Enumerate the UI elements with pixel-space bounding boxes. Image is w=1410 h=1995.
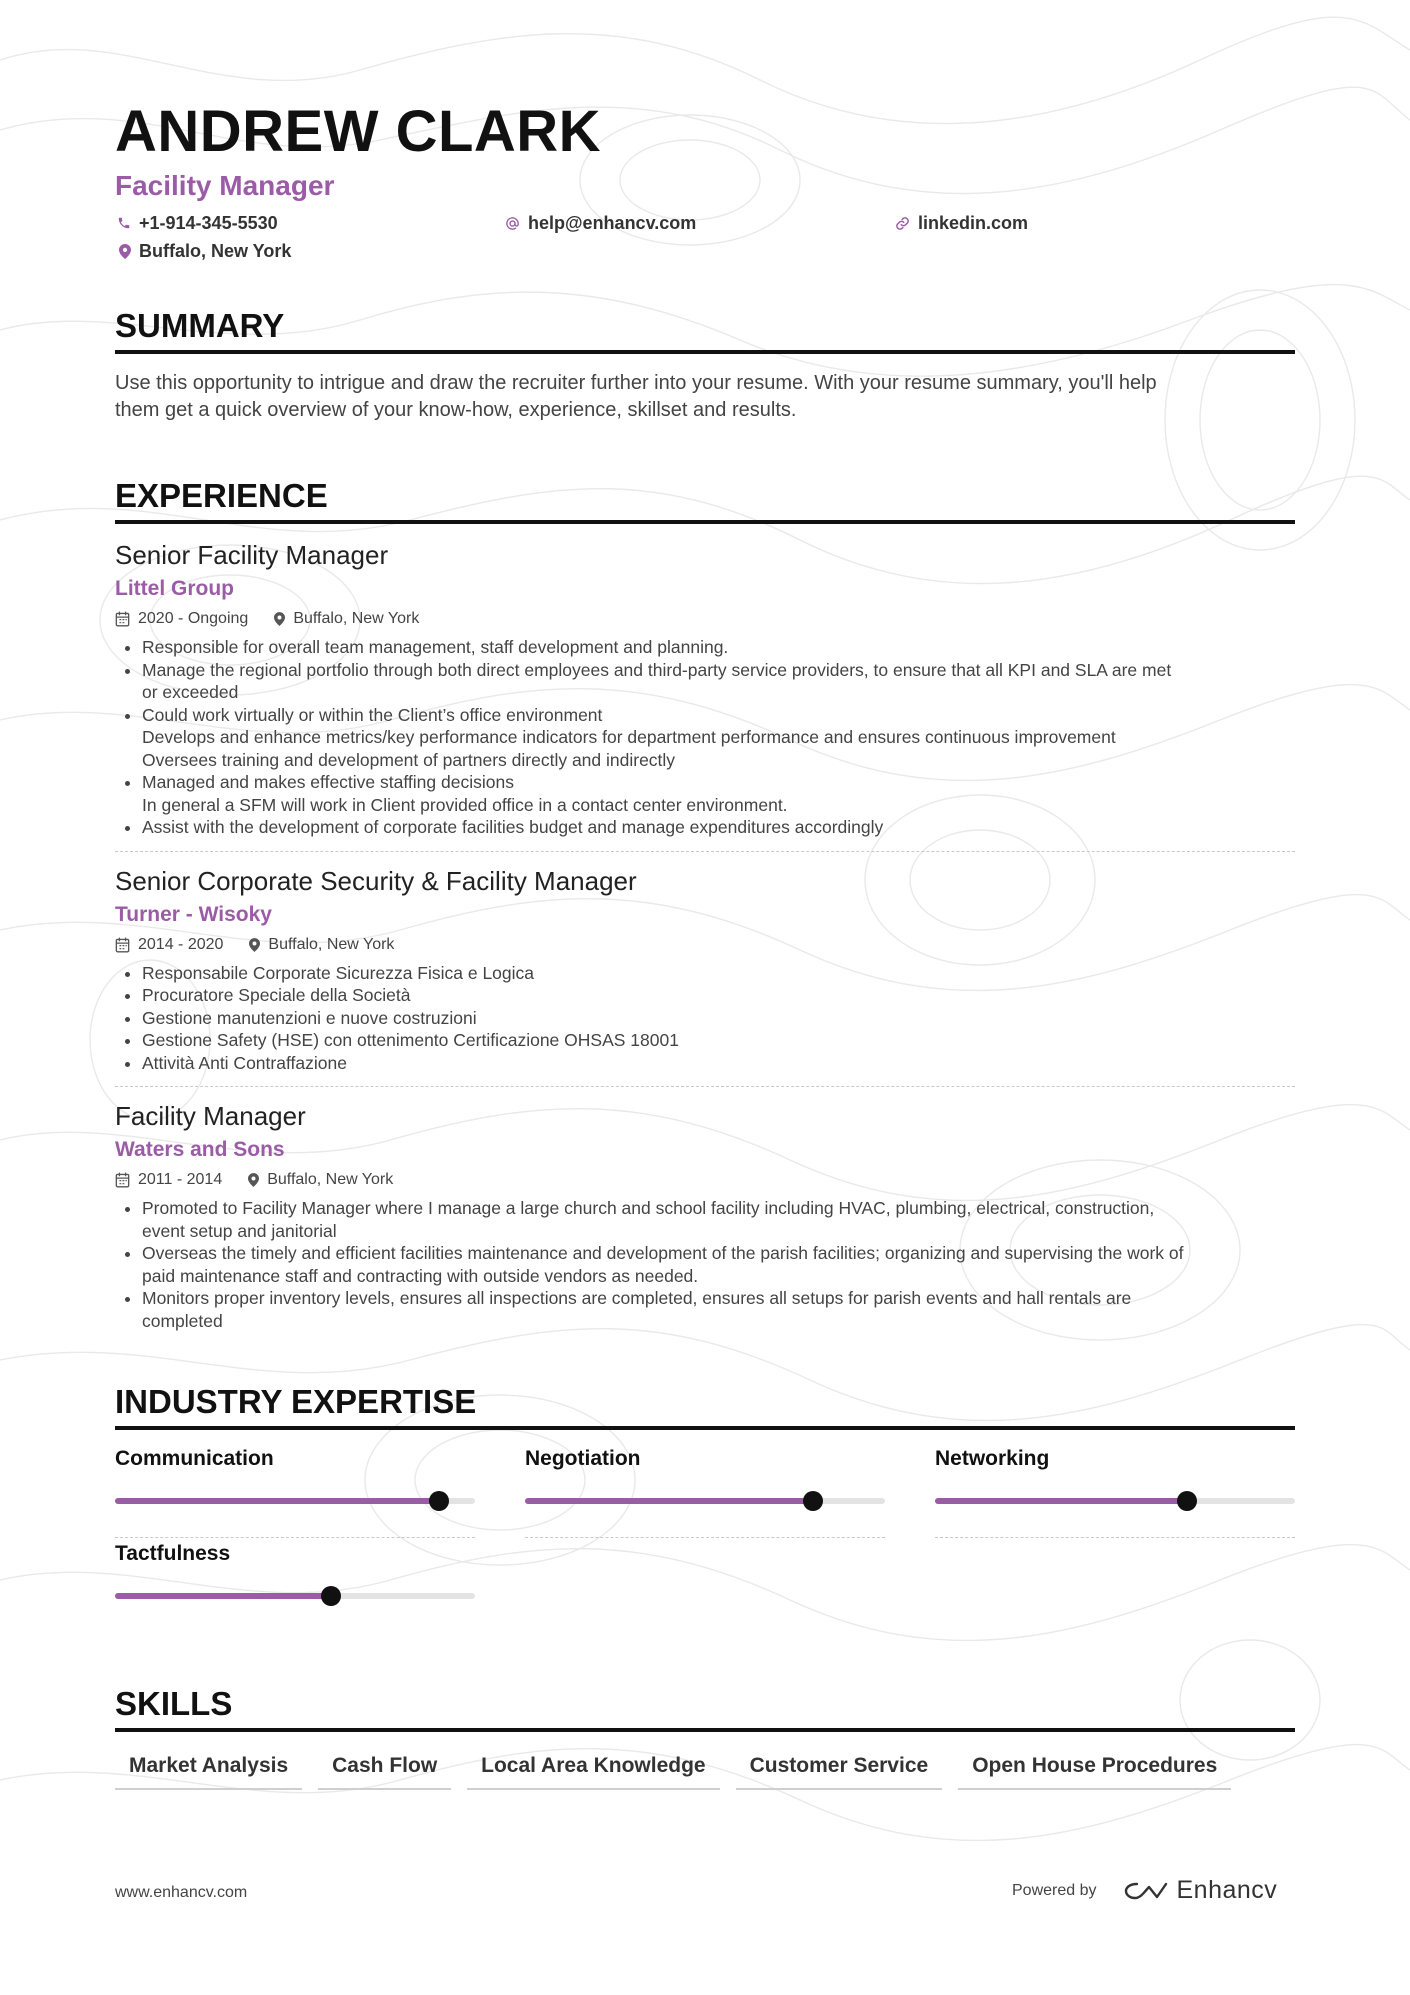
bullet-line: • Overseas the timely and efficient facilities maintenance and development of the parish facilities; organizing and supervising the work of (142, 1243, 1184, 1263)
expertise-fill (115, 1498, 439, 1504)
expertise-knob (429, 1491, 449, 1511)
section-divider (115, 350, 1295, 354)
bullet-line: • Managed and makes effective staffing decisions (142, 772, 514, 792)
calendar-icon (115, 937, 130, 953)
at-icon (505, 216, 520, 231)
bullet-item (142, 984, 1295, 1007)
bullet-item (142, 704, 1295, 772)
enhancv-logo-icon (1123, 1880, 1169, 1902)
contact-info (115, 208, 1295, 266)
bullet-item (142, 1029, 1295, 1052)
calendar-icon (115, 1172, 130, 1188)
skill-tag: Customer Service (736, 1746, 943, 1790)
bullet-line: • Monitors proper inventory levels, ensures all inspections are completed, ensures all setups for parish events and hall rentals are (142, 1288, 1132, 1308)
expertise-item (115, 1539, 475, 1634)
footer-branding (1012, 1876, 1277, 1905)
bullet-item (142, 816, 1295, 839)
summary-text (115, 370, 1295, 424)
job-title: Facility Manager (115, 1101, 306, 1131)
bullet-line: • Attività Anti Contraffazione (142, 1052, 347, 1073)
expertise-fill (935, 1498, 1187, 1504)
skills-heading: SKILLS (115, 1685, 233, 1722)
job-entry (115, 524, 1295, 851)
location-text: Buffalo, New York (139, 240, 292, 261)
job-location (248, 1169, 393, 1191)
job-bullets (115, 636, 1295, 839)
link-icon (895, 216, 910, 231)
bullet-item (142, 636, 1295, 659)
expertise-name: Communication (115, 1447, 274, 1470)
contact-phone[interactable] (117, 210, 278, 236)
bullet-line: • Procuratore Speciale della Società (142, 985, 411, 1005)
job-dates-text: 2011 - 2014 (138, 1171, 223, 1188)
phone-text: +1-914-345-5530 (139, 212, 278, 233)
bullet-item (142, 771, 1295, 816)
job-bullets (115, 1197, 1295, 1332)
job-location-text: Buffalo, New York (267, 1171, 394, 1188)
phone-icon (117, 216, 131, 230)
job-title: Senior Corporate Security & Facility Manager (115, 865, 637, 896)
job-dates (115, 934, 223, 956)
contact-email[interactable] (505, 210, 696, 236)
bullet-line: • Promoted to Facility Manager where I manage a large church and school facility including HVAC, plumbing, electrical, construction, (142, 1198, 1155, 1218)
bullet-item (142, 659, 1295, 704)
job-title: Senior Facility Manager (115, 540, 389, 570)
contact-linkedin[interactable] (895, 210, 1028, 236)
expertise-item (115, 1444, 475, 1539)
job-bullets (115, 962, 1295, 1075)
bullet-line: • Gestione Safety (HSE) con ottenimento Certificazione OHSAS 18001 (142, 1030, 679, 1050)
summary-heading: SUMMARY (115, 307, 285, 344)
linkedin-text: linkedin.com (918, 212, 1029, 233)
expertise-item (525, 1444, 885, 1539)
location-pin-icon (119, 244, 131, 259)
bullet-line: • Manage the regional portfolio through both direct employees and third-party service providers, to ensure that all KPI and SLA are met (142, 659, 1172, 680)
location-pin-icon (248, 1173, 259, 1187)
expertise-knob (1177, 1491, 1197, 1511)
expertise-grid (115, 1444, 1295, 1634)
summary-section (115, 306, 1295, 424)
job-location-text: Buffalo, New York (293, 610, 420, 627)
bullet-line: or exceeded (142, 682, 239, 702)
skill-tag: Open House Procedures (958, 1746, 1231, 1790)
job-meta (115, 934, 1295, 956)
job-location (249, 934, 394, 956)
resume-header (115, 96, 1295, 266)
bullet-line: • Gestione manutenzioni e nuove costruzioni (142, 1007, 477, 1028)
expertise-name: Negotiation (525, 1447, 641, 1470)
job-entry (115, 851, 1295, 1087)
expertise-name: Networking (935, 1447, 1050, 1470)
bullet-item (142, 1052, 1295, 1075)
job-meta (115, 608, 1295, 630)
skill-tag: Market Analysis (115, 1746, 302, 1790)
email-text: help@enhancv.com (528, 212, 697, 233)
bullet-item (142, 1242, 1295, 1287)
expertise-knob (803, 1491, 823, 1511)
expertise-knob (321, 1586, 341, 1606)
candidate-name: ANDREW CLARK (115, 99, 602, 164)
bullet-line: paid maintenance staff and contracting with outside vendors as needed. (142, 1265, 699, 1286)
expertise-heading: INDUSTRY EXPERTISE (115, 1383, 477, 1420)
calendar-icon (115, 611, 130, 627)
contact-location (119, 238, 291, 264)
company-name: Waters and Sons (115, 1138, 285, 1161)
job-list (115, 524, 1295, 1344)
bullet-line: In general a SFM will work in Client provided office in a contact center environment. (142, 794, 788, 815)
bullet-line: • Responsible for overall team management, staff development and planning. (142, 637, 729, 657)
skills-section (115, 1684, 1295, 1790)
expertise-item (935, 1444, 1295, 1539)
job-dates-text: 2014 - 2020 (138, 935, 224, 953)
bullet-item (142, 1287, 1295, 1332)
bullet-item (142, 962, 1295, 985)
bullet-line: event setup and janitorial (142, 1220, 337, 1241)
section-divider (115, 1426, 1295, 1430)
job-entry (115, 1086, 1295, 1344)
expertise-track (935, 1498, 1295, 1504)
bullet-line: Develops and enhance metrics/key performance indicators for department performance and ensures continuous improvement (142, 727, 1116, 747)
bullet-item (142, 1007, 1295, 1030)
job-dates-text: 2020 - Ongoing (138, 610, 249, 627)
expertise-track (115, 1593, 475, 1599)
bullet-line: Oversees training and development of partners directly and indirectly (142, 749, 676, 770)
job-location (274, 608, 419, 630)
expertise-track (115, 1498, 475, 1504)
resume-content (115, 96, 1295, 1790)
expertise-fill (525, 1498, 813, 1504)
job-dates (115, 608, 248, 630)
section-divider (115, 1728, 1295, 1732)
bullet-line: • Could work virtually or within the Client’s office environment (142, 704, 603, 725)
powered-by-text: Powered by (1012, 1881, 1097, 1899)
skill-tag: Local Area Knowledge (467, 1746, 719, 1790)
footer-website[interactable]: www.enhancv.com (115, 1884, 248, 1901)
job-dates (115, 1169, 222, 1191)
bullet-item (142, 1197, 1295, 1242)
expertise-track (525, 1498, 885, 1504)
skill-tags (115, 1746, 1295, 1790)
summary-line: them get a quick overview of your know-how, experience, skillset and results. (115, 399, 797, 421)
bullet-line: • Responsabile Corporate Sicurezza Fisica e Logica (142, 962, 535, 983)
job-meta (115, 1169, 1295, 1191)
expertise-section (115, 1382, 1295, 1634)
brand-name: Enhancv (1176, 1876, 1278, 1904)
experience-section (115, 476, 1295, 1344)
job-location-text: Buffalo, New York (268, 935, 395, 953)
skill-tag: Cash Flow (318, 1746, 451, 1790)
bullet-line: • Assist with the development of corporate facilities budget and manage expenditures accordingly (142, 817, 884, 837)
expertise-name: Tactfulness (115, 1542, 231, 1565)
summary-line: Use this opportunity to intrigue and draw the recruiter further into your resume. With your resume summary, you'll help (115, 372, 1157, 394)
expertise-fill (115, 1593, 331, 1599)
experience-heading: EXPERIENCE (115, 477, 328, 514)
candidate-role: Facility Manager (115, 170, 335, 201)
company-name: Littel Group (115, 577, 234, 600)
location-pin-icon (274, 612, 285, 626)
company-name: Turner - Wisoky (115, 902, 272, 926)
bullet-line: completed (142, 1310, 223, 1331)
location-pin-icon (249, 938, 260, 952)
